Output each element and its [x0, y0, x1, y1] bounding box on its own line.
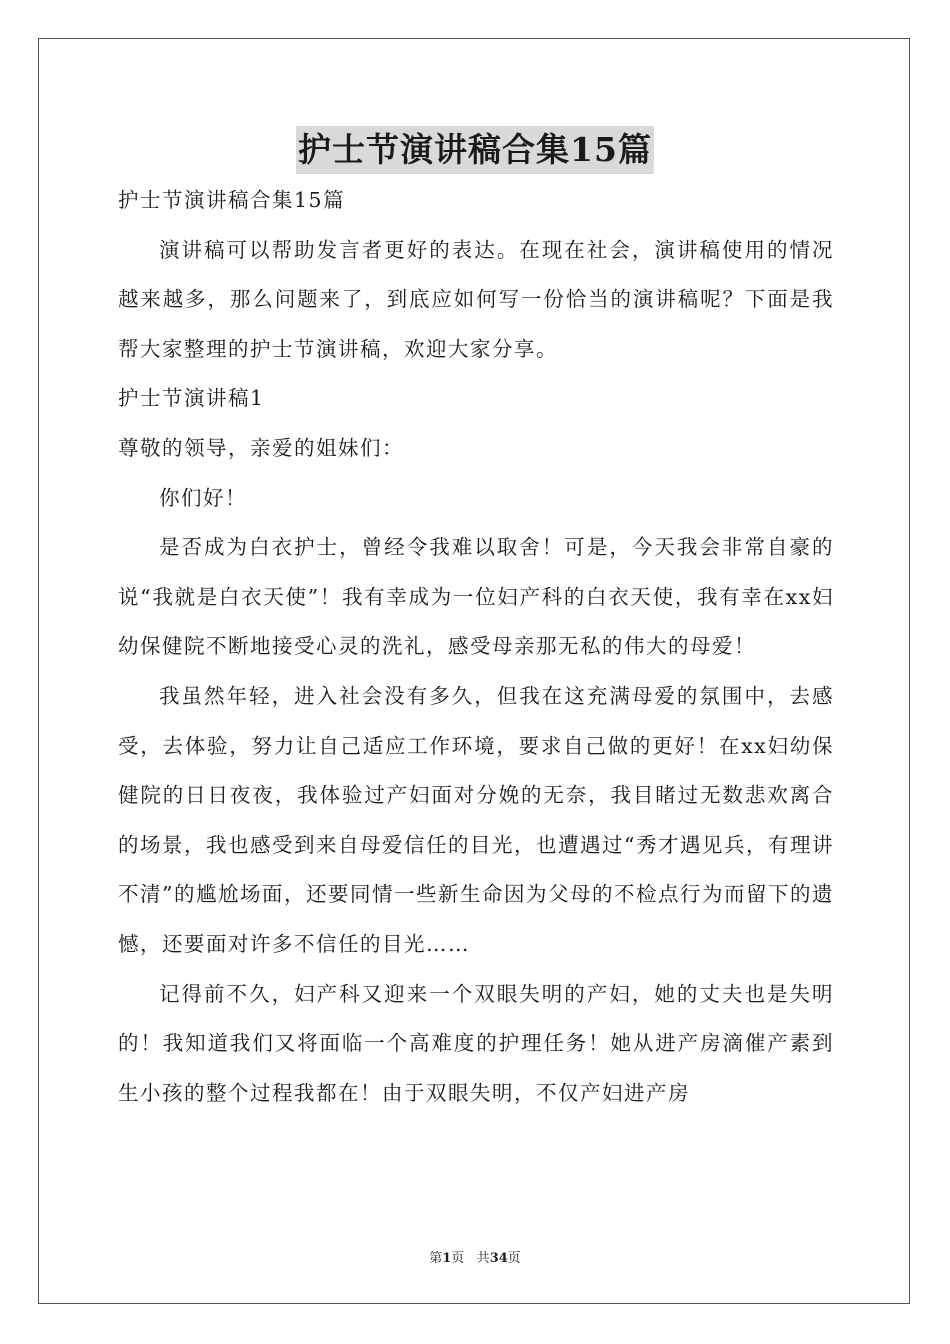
total-prefix: 共 [476, 1251, 490, 1266]
subtitle-line: 护士节演讲稿合集15篇 [118, 188, 346, 212]
body-paragraph: 是否成为白衣护士，曾经令我难以取舍！可是，今天我会非常自豪的说“我就是白衣天使”！我有幸成为一位妇产科的白衣天使，我有幸在xx妇幼保健院不断地接受心灵的洗礼，感受母亲那无私的伟大的母爱！ [118, 535, 834, 659]
document-title: 护士节演讲稿合集15篇 [296, 126, 654, 174]
page-suffix: 页 [451, 1251, 465, 1266]
section-heading: 护士节演讲稿1 [118, 386, 265, 411]
intro-paragraph: 演讲稿可以帮助发言者更好的表达。在现在社会，演讲稿使用的情况越来越多，那么问题来了，到底应如何写一份恰当的演讲稿呢？下面是我帮大家整理的护士节演讲稿，欢迎大家分享。 [118, 237, 834, 361]
greeting: 你们好！ [159, 485, 247, 510]
body-paragraph: 我虽然年轻，进入社会没有多久，但我在这充满母爱的氛围中，去感受，去体验，努力让自己适应工作环境，要求自己做的更好！在xx妇幼保健院的日日夜夜，我体验过产妇面对分娩的无奈，我目睹过无数悲欢离合的场景，我也感受到来自母爱信任的目光，也遭遇过“秀才遇见兵，有理讲不清”的尴尬场面，还要同情一些新生命因为父母的不检点行为而留下的遗憾，还要面对许多不信任的目光…… [118, 683, 834, 956]
page-footer [0, 1247, 950, 1266]
body-paragraph: 记得前不久，妇产科又迎来一个双眼失明的产妇，她的丈夫也是失明的！我知道我们又将面临一个高难度的护理任务！她从进产房滴催产素到生小孩的整个过程我都在！由于双眼失明，不仅产妇进产房 [118, 981, 834, 1105]
page-prefix: 第 [429, 1251, 443, 1266]
salutation: 尊敬的领导，亲爱的姐妹们： [118, 435, 404, 460]
total-suffix: 页 [507, 1251, 521, 1266]
document-body [118, 176, 834, 1118]
total-pages: 34 [489, 1251, 508, 1266]
page-number: 1 [442, 1251, 452, 1266]
title-container [0, 126, 950, 174]
